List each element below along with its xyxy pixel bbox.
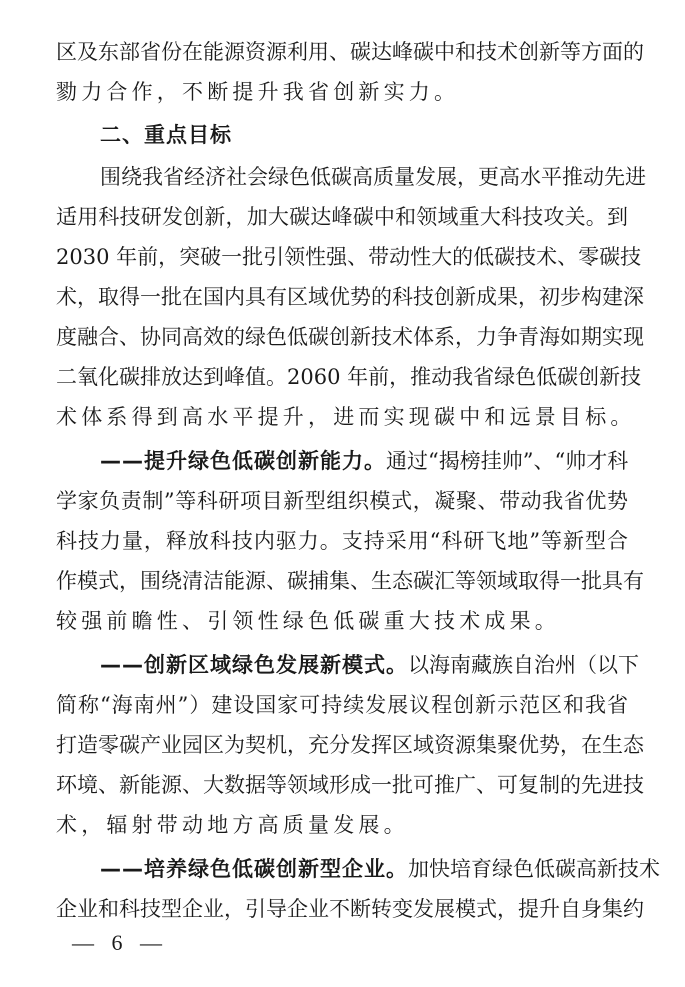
- text-line: 简称“海南州”）建设国家可持续发展议程创新示范区和我省: [56, 693, 628, 717]
- paragraph-goal-innovation-capacity: [56, 441, 644, 641]
- text-line: 企业和科技型企业，引导企业不断转变发展模式，提升自身集约: [56, 897, 644, 921]
- text-line: 区及东部省份在能源资源利用、碳达峰碳中和技术创新等方面的: [56, 40, 644, 64]
- goal-lead-title: ——创新区域绿色发展新模式。: [100, 653, 408, 677]
- text-line: 度融合、协同高效的绿色低碳创新技术体系，力争青海如期实现: [56, 325, 644, 349]
- document-page: [56, 32, 660, 929]
- goal-lead-title: ——培养绿色低碳创新型企业。: [100, 857, 408, 881]
- text-line: 作模式，围绕清洁能源、碳捕集、生态碳汇等领域取得一批具有: [56, 569, 644, 593]
- paragraph-continuation: [56, 32, 644, 112]
- section-heading: 二、重点目标: [100, 123, 232, 147]
- text-line: 术，取得一批在国内具有区域优势的科技创新成果，初步构建深: [56, 285, 644, 309]
- paragraph-goal-regional-model: [56, 645, 644, 845]
- goal-text: 以海南藏族自治州（以下: [408, 653, 639, 677]
- text-line: 环境、新能源、大数据等领域形成一批可推广、可复制的先进技: [56, 773, 644, 797]
- text-line: 适用科技研发创新，加大碳达峰碳中和领域重大科技攻关。到: [56, 205, 628, 229]
- page-number: — 6 —: [72, 930, 168, 955]
- text-line: 二氧化碳排放达到峰值。2060 年前，推动我省绿色低碳创新技: [56, 365, 642, 389]
- text-line: [56, 645, 639, 685]
- text-line: 勠力合作，不断提升我省创新实力。: [56, 80, 460, 104]
- text-line: 学家负责制”等科研项目新型组织模式，凝聚、带动我省优势: [56, 489, 628, 513]
- goal-text: 加快培育绿色低碳高新技术: [408, 857, 660, 881]
- text-line: 术体系得到高水平提升，进而实现碳中和远景目标。: [56, 405, 636, 429]
- goal-lead-title: ——提升绿色低碳创新能力。: [100, 449, 386, 473]
- text-line: 围绕我省经济社会绿色低碳高质量发展，更高水平推动先进: [100, 165, 646, 189]
- paragraph-goal-enterprises: [56, 849, 660, 929]
- goal-text: 通过“揭榜挂帅”、“帅才科: [386, 449, 629, 473]
- text-line: 术，辐射带动地方高质量发展。: [56, 813, 409, 837]
- text-line: 打造零碳产业园区为契机，充分发挥区域资源集聚优势，在生态: [56, 733, 644, 757]
- text-line: 科技力量，释放科技内驱力。支持采用“科研飞地”等新型合: [56, 529, 628, 553]
- text-line: 2030 年前，突破一批引领性强、带动性大的低碳技术、零碳技: [56, 245, 642, 269]
- text-line: [56, 849, 660, 889]
- text-line: 较强前瞻性、引领性绿色低碳重大技术成果。: [56, 609, 560, 633]
- text-line: [56, 441, 628, 481]
- paragraph-key-goals: [56, 157, 646, 437]
